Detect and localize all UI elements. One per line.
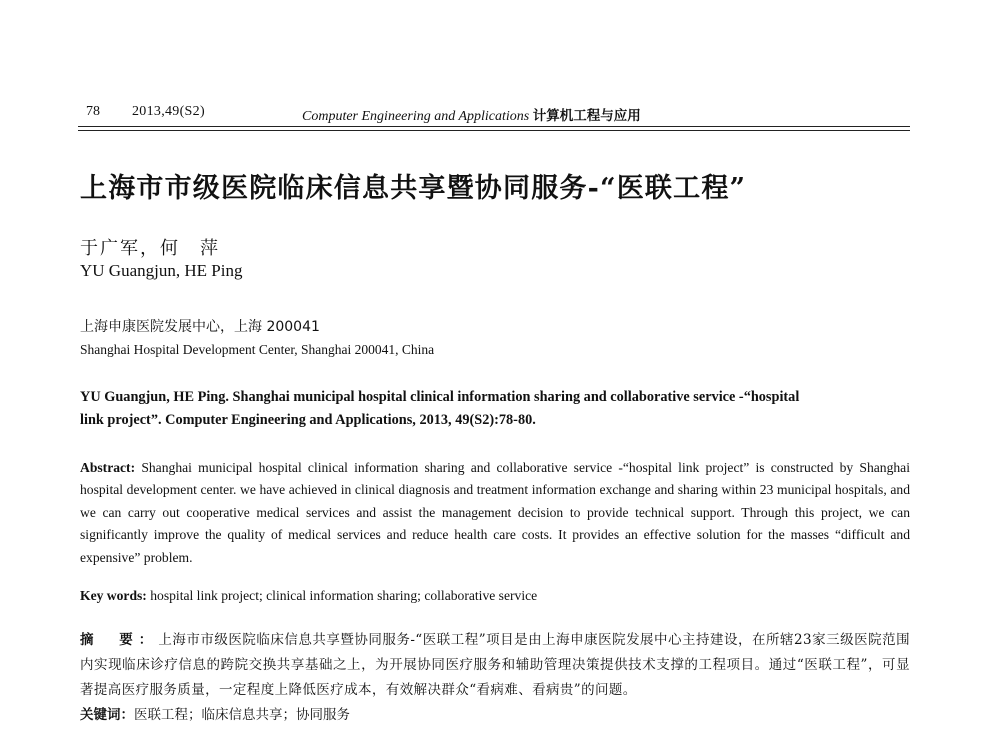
volume-issue: 2013,49(S2) <box>132 104 205 119</box>
keywords-english <box>80 585 910 607</box>
abstract-label: Abstract: <box>80 460 136 475</box>
abstract-cn-text: 上海市市级医院临床信息共享暨协同服务-“医联工程”项目是由上海申康医院发展中心主持建设，在所辖23家三级医院范围内实现临床诊疗信息的跨院交换共享基础之上，为开展协同医疗服务和辅助管理决策提供技术支撑的工程项目。通过“医联工程”，可显著提高医疗服务质量，一定程度上降低医疗成本，有效解决群众“看病难、看病贵”的问题。 <box>80 632 910 698</box>
keywords-text: hospital link project; clinical information sharing; collaborative service <box>150 588 538 603</box>
citation-line-1: YU Guangjun, HE Ping. Shanghai municipal hospital clinical information sharing and collaborative service -“hospital <box>80 389 800 405</box>
affiliation-english: Shanghai Hospital Development Center, Shanghai 200041, China <box>80 342 435 357</box>
abstract-text: Shanghai municipal hospital clinical information sharing and collaborative service -“hospital link project” is constructed by Shanghai hospital development center. we have achieved in clinical diagnosis and treatment information exchange and sharing within 23 municipal hospitals, and we can carry out cooperative medical services and assist the management decision to provide technical support. Through this project, we can significantly improve the quality of medical services and reduce health care costs. It provides an effective solution for the masses “difficult and expensive” problem. <box>80 460 910 565</box>
abstract-chinese <box>80 628 910 703</box>
page-number: 78 <box>86 104 100 119</box>
running-header <box>78 104 910 124</box>
authors-chinese: 于广军，何 萍 <box>80 238 220 259</box>
journal-name-en: Computer Engineering and Applications <box>302 109 530 124</box>
keywords-cn-text: 医联工程；临床信息共享；协同服务 <box>134 707 350 723</box>
affiliation-chinese: 上海申康医院发展中心，上海 200041 <box>80 319 320 335</box>
keywords-label: Key words: <box>80 588 147 603</box>
abstract-cn-label: 摘 要： <box>80 632 159 648</box>
header-rule-thick <box>78 126 910 127</box>
journal-name <box>302 104 641 125</box>
header-rule-thin <box>78 130 910 131</box>
citation-line-2: link project”. Computer Engineering and Applications, 2013, 49(S2):78-80. <box>80 412 536 428</box>
paper-title: 上海市市级医院临床信息共享暨协同服务-“医联工程” <box>80 173 747 204</box>
citation <box>80 386 910 432</box>
keywords-chinese <box>80 703 350 723</box>
abstract-english <box>80 457 910 569</box>
authors-english: YU Guangjun, HE Ping <box>80 261 243 280</box>
keywords-cn-label: 关键词： <box>80 707 134 723</box>
journal-name-cn: 计算机工程与应用 <box>532 108 641 124</box>
